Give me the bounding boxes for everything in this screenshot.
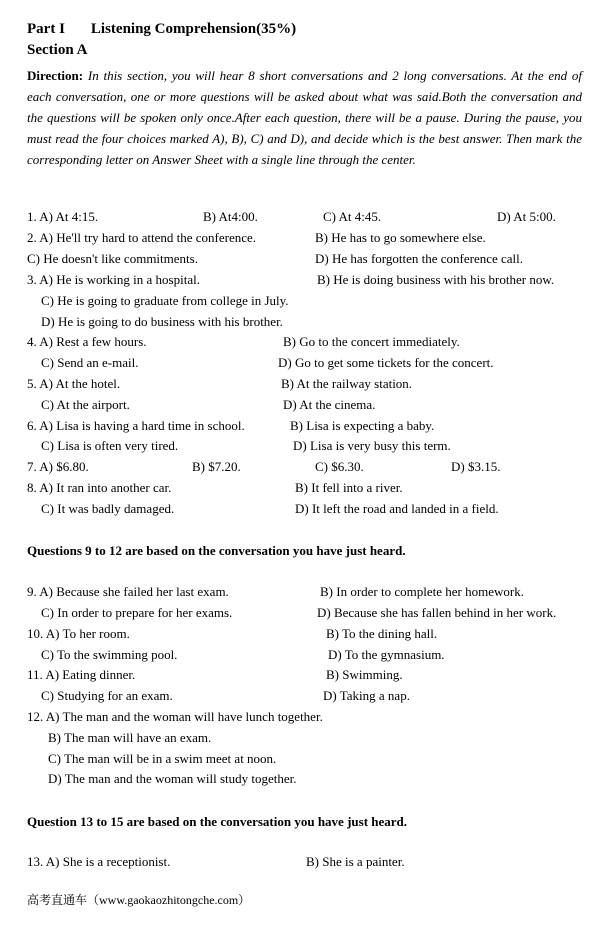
question-6-option-b: B) Lisa is expecting a baby. — [290, 418, 435, 433]
question-10-option-c: C) To the swimming pool. — [41, 647, 178, 662]
question-5-option-b: B) At the railway station. — [281, 376, 413, 391]
question-8-option-d: D) It left the road and landed in a field. — [295, 501, 499, 516]
question-5-option-c: C) At the airport. — [41, 397, 130, 412]
question-1-option-d: D) At 5:00. — [497, 209, 556, 224]
direction-label: Direction: — [27, 68, 84, 83]
question-10-option-b: B) To the dining hall. — [326, 626, 438, 641]
note-questions-13-15: Question 13 to 15 are based on the conversation you have just heard. — [27, 814, 408, 829]
question-4-option-c: C) Send an e-mail. — [41, 355, 139, 370]
question-4-option-a: 4. A) Rest a few hours. — [27, 334, 147, 349]
question-1-option-c: C) At 4:45. — [323, 209, 382, 224]
question-10-option-a: 10. A) To her room. — [27, 626, 130, 641]
question-11-option-c: C) Studying for an exam. — [41, 688, 173, 703]
question-6-option-d: D) Lisa is very busy this term. — [293, 438, 451, 453]
question-8-option-c: C) It was badly damaged. — [41, 501, 175, 516]
question-2-option-d: D) He has forgotten the conference call. — [315, 251, 524, 266]
question-12-option-b: B) The man will have an exam. — [48, 730, 212, 745]
question-3-option-d: D) He is going to do business with his brother. — [41, 314, 283, 329]
question-13-option-a: 13. A) She is a receptionist. — [27, 854, 171, 869]
part-title — [27, 21, 296, 38]
question-7-option-c: C) $6.30. — [315, 459, 364, 474]
question-3-option-a: 3. A) He is working in a hospital. — [27, 272, 200, 287]
question-9-option-a: 9. A) Because she failed her last exam. — [27, 584, 229, 599]
question-5-option-d: D) At the cinema. — [283, 397, 376, 412]
question-9-option-b: B) In order to complete her homework. — [320, 584, 524, 599]
question-3-option-c: C) He is going to graduate from college in July. — [41, 293, 289, 308]
question-7-option-a: 7. A) $6.80. — [27, 459, 89, 474]
question-7-option-d: D) $3.15. — [451, 459, 501, 474]
question-11-option-a: 11. A) Eating dinner. — [27, 667, 136, 682]
question-8-option-b: B) It fell into a river. — [295, 480, 403, 495]
question-12-option-c: C) The man will be in a swim meet at noon. — [48, 751, 277, 766]
question-13-option-b: B) She is a painter. — [306, 854, 405, 869]
question-11-option-d: D) Taking a nap. — [323, 688, 410, 703]
question-9-option-d: D) Because she has fallen behind in her work. — [317, 605, 557, 620]
section-title: Section A — [27, 42, 88, 58]
question-2-option-c: C) He doesn't like commitments. — [27, 251, 198, 266]
question-7-option-b: B) $7.20. — [192, 459, 241, 474]
question-3-option-b: B) He is doing business with his brother now. — [317, 272, 555, 287]
question-8-option-a: 8. A) It ran into another car. — [27, 480, 172, 495]
question-1-option-a: 1. A) At 4:15. — [27, 209, 99, 224]
question-2-option-a: 2. A) He'll try hard to attend the conference. — [27, 230, 257, 245]
question-9-option-c: C) In order to prepare for her exams. — [41, 605, 233, 620]
question-11-option-b: B) Swimming. — [326, 667, 403, 682]
question-12-option-a: 12. A) The man and the woman will have lunch together. — [27, 709, 323, 724]
question-10-option-d: D) To the gymnasium. — [328, 647, 445, 662]
direction-paragraph — [27, 65, 582, 170]
question-1-option-b: B) At4:00. — [203, 209, 258, 224]
footer-source: 高考直通车（www.gaokaozhitongche.com） — [27, 893, 251, 907]
question-12-option-d: D) The man and the woman will study together. — [48, 771, 297, 786]
question-6-option-a: 6. A) Lisa is having a hard time in school. — [27, 418, 245, 433]
question-2-option-b: B) He has to go somewhere else. — [315, 230, 486, 245]
part-label: Part I — [27, 21, 65, 37]
question-5-option-a: 5. A) At the hotel. — [27, 376, 121, 391]
part-name: Listening Comprehension(35%) — [90, 21, 297, 37]
note-questions-9-12: Questions 9 to 12 are based on the conversation you have just heard. — [27, 543, 406, 558]
direction-text: In this section, you will hear 8 short conversations and 2 long conversations. At the end of each conversation, one or more questions will be asked about what was said.Both the conversation and the questions will be spoken only once.After each question, there will be a pause. During the pause, you must read the four choices marked A), B), C) and D), and decide which is the best answer. Then mark the corresponding letter on Answer Sheet with a single line through the center. — [27, 68, 583, 167]
question-6-option-c: C) Lisa is often very tired. — [41, 438, 179, 453]
question-4-option-b: B) Go to the concert immediately. — [283, 334, 460, 349]
question-4-option-d: D) Go to get some tickets for the concert. — [278, 355, 494, 370]
